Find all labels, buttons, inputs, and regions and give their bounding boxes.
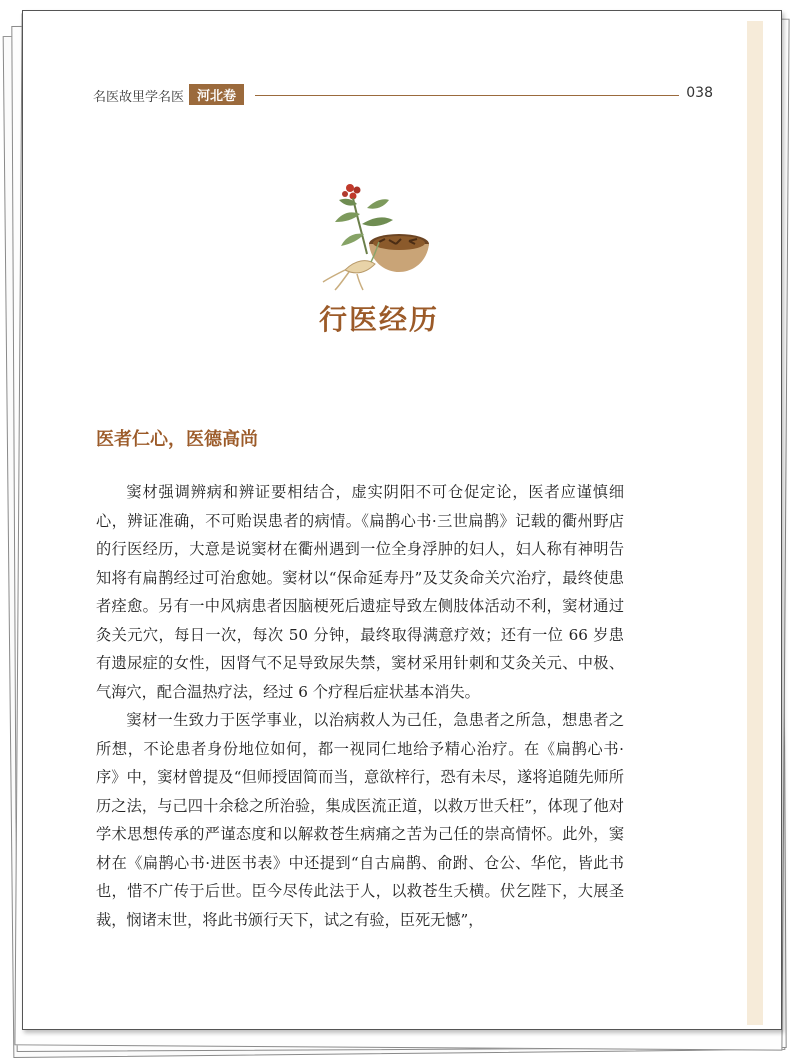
header-divider bbox=[255, 95, 679, 96]
volume-badge: 河北卷 bbox=[189, 84, 244, 105]
page-margin-strip bbox=[747, 21, 763, 1025]
herb-bowl-ginseng-icon bbox=[305, 182, 435, 292]
chapter-title: 行医经历 bbox=[318, 303, 439, 336]
paragraph: 窦材一生致力于医学事业，以治病救人为己任，急患者之所急，想患者之所想，不论患者身份地位如何，都一视同仁地给予精心治疗。在《扁鹊心书·序》中，窦材曾提及“但师授固简而当，意欲梓行，恐有未尽，遂将追随先师所历之法，与己四十余稔之所治验，集成医流正道，以救万世夭枉”，体现了他对学术思想传承的严谨态度和以解救苍生病痛之苦为己任的崇高情怀。此外，窦材在《扁鹊心书·进医书表》中还提到“自古扁鹊、俞跗、仓公、华佗，皆此书也，惜不广传于后世。臣今尽传此法于人，以救苍生夭横。伏乞陛下，大展圣裁，悯诸末世，将此书颁行天下，试之有验，臣死无憾”， bbox=[96, 711, 624, 929]
section-heading: 医者仁心，医德高尚 bbox=[96, 429, 258, 450]
page-number: 038 bbox=[686, 85, 713, 101]
paragraph: 窦材强调辨病和辨证要相结合，虚实阴阳不可仓促定论，医者应谨慎细心，辨证准确，不可贻误患者的病情。《扁鹊心书·三世扁鹊》记载的衢州野店的行医经历，大意是说窦材在衢州遇到一位全身浮肿的妇人，妇人称有神明告知将有扁鹊经过可治愈她。窦材以“保命延寿丹”及艾灸命关穴治疗，最终使患者痊愈。另有一中风病患者因脑梗死后遗症导致左侧肢体活动不利，窦材通过灸关元穴，每日一次，每次 50 分钟，最终取得满意疗效；还有一位 66 岁患有遗尿症的女性，因肾气不足导致尿失禁，窦材采用针刺和艾灸关元、中极、气海穴，配合温热疗法，经过 6 个疗程后症状基本消失。 bbox=[96, 483, 624, 701]
running-header bbox=[93, 84, 713, 106]
series-title: 名医故里学名医 bbox=[93, 90, 185, 105]
body-text bbox=[96, 478, 624, 934]
